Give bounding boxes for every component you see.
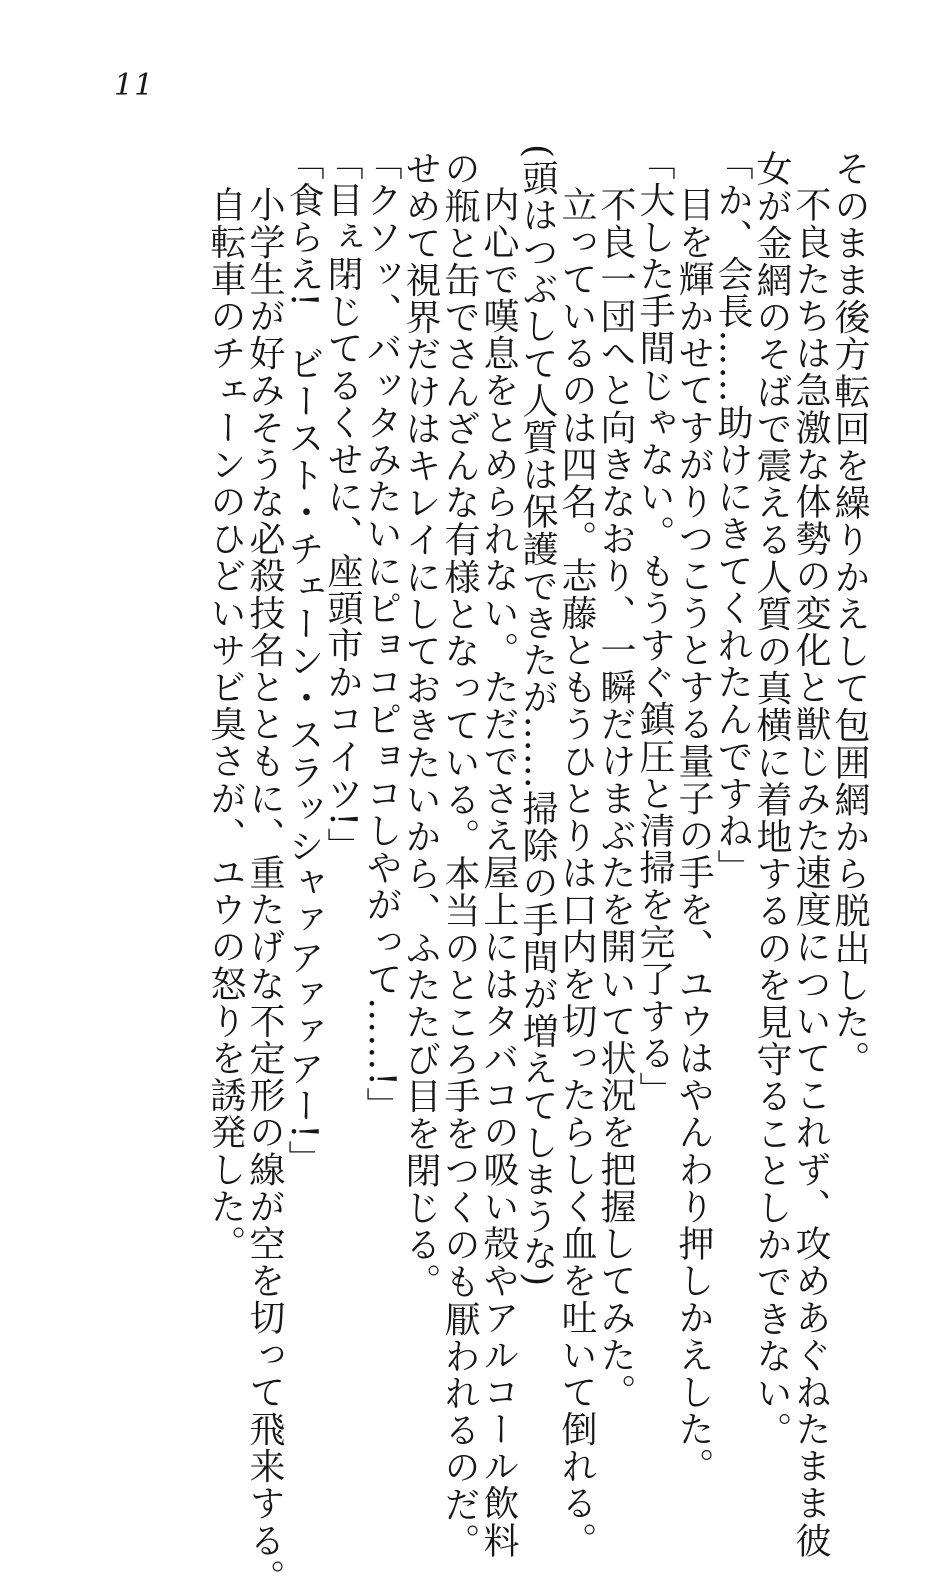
dialogue-line: 「目ぇ閉じてるくせに、座頭市かコイツ!」 xyxy=(322,144,363,865)
text-line: 不良たちは急激な体勢の変化と獣じみた速度についてこれず、攻めあぐねたまま彼 xyxy=(790,186,831,1559)
text-line: の瓶と缶でさんざんな有様となっている。本当のところ手をつくのも厭われるのだ。 xyxy=(439,150,480,1560)
text-line: そのまま後方転回を繰りかえして包囲網から脱出した。 xyxy=(829,150,870,1078)
text-line: 内心で嘆息をとめられない。ただでさえ屋上にはタバコの吸い殻やアルコール飲料 xyxy=(478,186,519,1559)
text-line: 小学生が好みそうな必殺技名とともに、重たげな不定形の線が空を切って飛来する。 xyxy=(244,186,285,1596)
text-line: 女が金網のそばで震える人質の真横に着地するのを見守ることしかできない。 xyxy=(751,150,792,1449)
dialogue-line: 「クソッ、バッタみたいにピョコピョコしやがって……!」 xyxy=(361,144,402,1125)
page-number: 11 xyxy=(114,68,155,103)
text-line: 立っているのは四名。志藤ともうひとりは口内を切ったらしく血を吐いて倒れる。 xyxy=(556,186,597,1559)
text-line: 不良一団へと向きなおり、一瞬だけまぶたを開いて状況を把握してみた。 xyxy=(595,186,636,1411)
dialogue-line: 「か、会長……助けにきてくれたんですね」 xyxy=(712,144,753,886)
text-line: 目を輝かせてすがりつこうとする量子の手を、ユウはやんわり押しかえした。 xyxy=(673,186,714,1485)
thought-line: (頭はつぶして人質は保護できたが……掃除の手間が増えてしまうな) xyxy=(517,144,558,1288)
text-line: 自転車のチェーンのひどいサビ臭さが、ユウの怒りを誘発した。 xyxy=(205,186,246,1262)
dialogue-line: 「大した手間じゃない。もうすぐ鎮圧と清掃を完了する」 xyxy=(634,144,675,1109)
dialogue-line: 「食らえ! ビースト・チェーン・スラッシャァアァァアー!」 xyxy=(283,144,324,1177)
vertical-text-body xyxy=(205,144,870,1596)
text-line: せめて視界だけはキレイにしておきたいから、ふたたび目を閉じる。 xyxy=(400,150,441,1301)
